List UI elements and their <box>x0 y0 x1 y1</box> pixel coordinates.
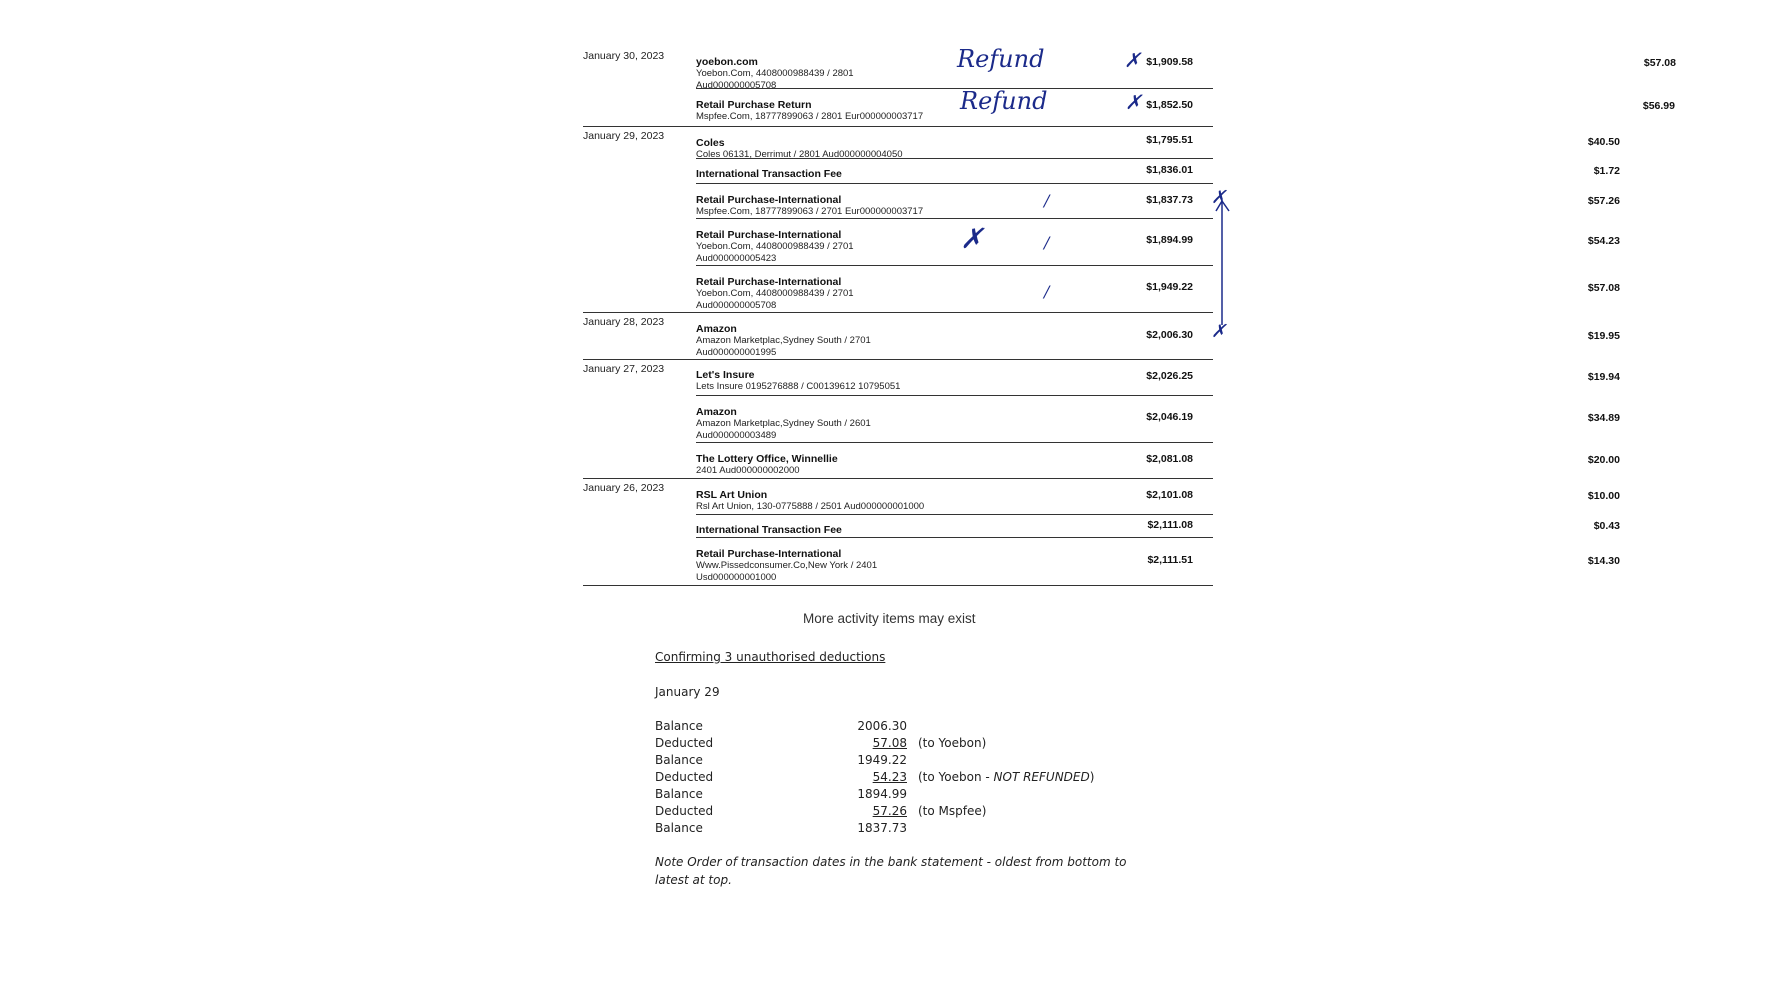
transaction-debit: $40.50 <box>1587 136 1620 148</box>
transaction-debit: $19.94 <box>1587 371 1620 383</box>
transaction-detail: Aud000000005423 <box>696 253 777 264</box>
calc-label: Balance <box>655 787 703 801</box>
calc-value: 2006.30 <box>857 719 907 733</box>
transaction-date: January 28, 2023 <box>583 316 665 328</box>
date-divider <box>583 126 1213 127</box>
calc-value: 1894.99 <box>857 787 907 801</box>
calc-label: Deducted <box>655 770 714 784</box>
transaction-title: Amazon <box>696 323 737 335</box>
calc-comment-close: ) <box>1089 770 1095 784</box>
transaction-date: January 29, 2023 <box>583 130 665 142</box>
row-divider <box>696 88 1213 89</box>
handwritten-refund-note: Refund <box>960 87 1048 115</box>
transaction-debit: $34.89 <box>1587 412 1620 424</box>
transaction-detail: Yoebon.Com, 4408000988439 / 2701 <box>696 288 854 299</box>
row-divider <box>696 537 1213 538</box>
date-divider <box>583 585 1213 586</box>
transaction-detail: Amazon Marketplac,Sydney South / 2701 <box>696 335 871 346</box>
transaction-detail: Mspfee.Com, 18777899063 / 2801 Eur000000003717 <box>696 111 924 122</box>
transaction-detail: Www.Pissedconsumer.Co,New York / 2401 <box>696 560 878 571</box>
transaction-balance: $1,909.58 <box>1146 56 1193 68</box>
date-divider <box>583 478 1213 479</box>
transaction-balance: $1,852.50 <box>1146 99 1193 111</box>
transaction-title: RSL Art Union <box>696 489 768 501</box>
calc-value: 1837.73 <box>857 821 907 835</box>
footnote: Note Order of transaction dates in the bank statement - oldest from bottom to latest at top. <box>655 855 1127 887</box>
calc-value: 1949.22 <box>857 753 907 767</box>
transaction-debit: $57.26 <box>1587 195 1620 207</box>
transaction-balance: $2,101.08 <box>1146 489 1193 501</box>
transaction-date: January 30, 2023 <box>583 50 665 62</box>
note-date: January 29 <box>655 685 720 699</box>
calc-comment: (to Yoebon) <box>918 736 987 750</box>
row-divider <box>696 158 1213 159</box>
transaction-balance: $2,111.51 <box>1147 554 1193 566</box>
handwritten-refund-note: Refund <box>957 45 1045 73</box>
calc-label: Deducted <box>655 804 714 818</box>
transaction-title: The Lottery Office, Winnellie <box>696 453 838 465</box>
row-divider <box>696 183 1213 184</box>
transaction-detail: Mspfee.Com, 18777899063 / 2701 Eur000000003717 <box>696 206 924 217</box>
note-heading: Confirming 3 unauthorised deductions <box>655 650 886 664</box>
transaction-detail: Yoebon.Com, 4408000988439 / 2701 <box>696 241 854 252</box>
transaction-detail: Aud000000005708 <box>696 80 777 91</box>
transaction-balance: $2,006.30 <box>1146 329 1193 341</box>
row-divider <box>696 265 1213 266</box>
transaction-title: Retail Purchase-International <box>696 276 842 288</box>
handwritten-cross-mark: ✗ <box>960 222 984 255</box>
calc-value: 54.23 <box>872 770 907 784</box>
handwritten-tick-mark: / <box>1044 282 1050 301</box>
calc-label: Balance <box>655 753 703 767</box>
transaction-balance: $1,837.73 <box>1146 194 1193 206</box>
transaction-title: Retail Purchase-International <box>696 194 842 206</box>
handwritten-arrow-icon <box>1214 195 1234 335</box>
transaction-balance: $1,795.51 <box>1146 134 1193 146</box>
transaction-detail: 2401 Aud000000002000 <box>696 465 800 476</box>
row-divider <box>696 442 1213 443</box>
transaction-debit: $19.95 <box>1587 330 1620 342</box>
transaction-balance: $2,026.25 <box>1146 370 1193 382</box>
not-refunded-text: NOT REFUNDED <box>993 770 1090 784</box>
handwritten-tick-mark: / <box>1044 233 1050 252</box>
calc-comment <box>918 770 1094 784</box>
transaction-detail: Rsl Art Union, 130-0775888 / 2501 Aud000000001000 <box>696 501 925 512</box>
calc-label: Balance <box>655 821 703 835</box>
transaction-debit: $57.08 <box>1587 282 1620 294</box>
transaction-date: January 27, 2023 <box>583 363 665 375</box>
transaction-detail: Aud000000005708 <box>696 300 777 311</box>
transaction-credit: $56.99 <box>1642 100 1675 112</box>
calc-comment: (to Mspfee) <box>918 804 987 818</box>
transaction-balance: $2,046.19 <box>1146 411 1193 423</box>
transaction-title: Let's Insure <box>696 369 755 381</box>
handwritten-cross-mark: ✗ <box>1211 187 1227 208</box>
more-activity-text: More activity items may exist <box>803 611 976 626</box>
handwritten-cross-mark: ✗ <box>1124 48 1141 72</box>
transaction-balance: $1,894.99 <box>1146 234 1193 246</box>
date-divider <box>583 359 1213 360</box>
transaction-detail: Coles 06131, Derrimut / 2801 Aud000000004050 <box>696 149 903 160</box>
transaction-debit: $20.00 <box>1587 454 1620 466</box>
transaction-title: Retail Purchase Return <box>696 99 812 111</box>
calc-value: 57.08 <box>872 736 907 750</box>
transaction-title: Retail Purchase-International <box>696 548 842 560</box>
transaction-detail: Amazon Marketplac,Sydney South / 2601 <box>696 418 871 429</box>
handwritten-cross-mark: ✗ <box>1125 90 1142 114</box>
calc-value: 57.26 <box>872 804 907 818</box>
transaction-title: Retail Purchase-International <box>696 229 842 241</box>
transaction-balance: $2,111.08 <box>1147 519 1193 531</box>
transaction-detail: Aud000000003489 <box>696 430 777 441</box>
transaction-detail: Usd000000001000 <box>696 572 777 583</box>
transaction-debit: $1.72 <box>1593 165 1620 177</box>
transaction-balance: $2,081.08 <box>1146 453 1193 465</box>
transaction-balance: $1,949.22 <box>1146 281 1193 293</box>
transaction-detail: Aud000000001995 <box>696 347 777 358</box>
transaction-debit: $0.43 <box>1593 520 1620 532</box>
row-divider <box>696 395 1213 396</box>
transaction-detail: Yoebon.Com, 4408000988439 / 2801 <box>696 68 854 79</box>
transaction-date: January 26, 2023 <box>583 482 665 494</box>
transaction-title: Amazon <box>696 406 737 418</box>
transaction-credit: $57.08 <box>1643 57 1676 69</box>
transaction-title: International Transaction Fee <box>696 524 842 536</box>
calc-label: Deducted <box>655 736 714 750</box>
handwritten-tick-mark: / <box>1044 191 1050 210</box>
calc-comment-text: (to Yoebon - <box>918 770 994 784</box>
transaction-debit: $10.00 <box>1587 490 1620 502</box>
transaction-detail: Lets Insure 0195276888 / C00139612 10795051 <box>696 381 901 392</box>
transaction-title: Coles <box>696 137 725 149</box>
row-divider <box>696 218 1213 219</box>
transaction-debit: $54.23 <box>1587 235 1620 247</box>
row-divider <box>696 514 1213 515</box>
date-divider <box>583 312 1213 313</box>
transaction-debit: $14.30 <box>1587 555 1620 567</box>
transaction-title: International Transaction Fee <box>696 168 842 180</box>
handwritten-cross-mark: ✗ <box>1211 321 1227 342</box>
transaction-title: yoebon.com <box>696 56 758 68</box>
transaction-balance: $1,836.01 <box>1146 164 1193 176</box>
calc-label: Balance <box>655 719 703 733</box>
